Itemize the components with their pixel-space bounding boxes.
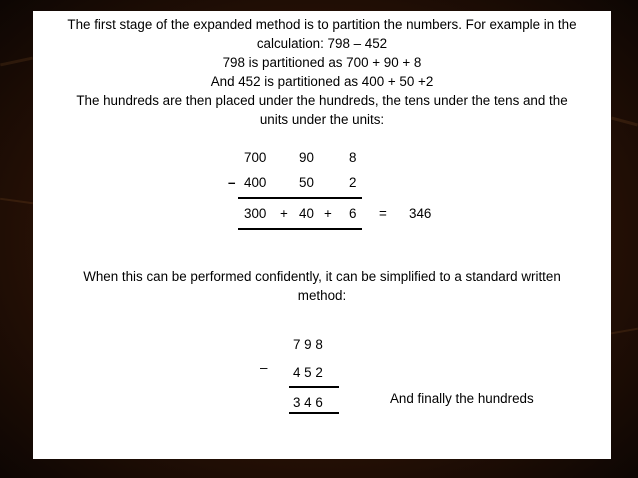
intro-line: calculation: 798 – 452	[256, 36, 388, 51]
background-ray	[611, 328, 638, 335]
expanded-divider-top	[238, 197, 362, 199]
intro-line: And 452 is partitioned as 400 + 50 +2	[210, 74, 434, 89]
expanded-result-units: 6	[349, 206, 357, 221]
expanded-equals-sign: =	[379, 206, 387, 221]
intro-line: The hundreds are then placed under the hundreds, the tens under the tens and the	[76, 93, 568, 108]
standard-top-number: 7 9 8	[293, 337, 323, 352]
slide-content	[33, 11, 611, 459]
expanded-row1-units: 8	[349, 150, 357, 165]
expanded-answer: 346	[409, 206, 432, 221]
standard-result-number: 3 4 6	[293, 395, 323, 410]
background-ray	[611, 117, 638, 127]
expanded-minus-sign: –	[228, 175, 236, 190]
intro-line: 798 is partitioned as 700 + 90 + 8	[222, 55, 422, 70]
background-ray	[0, 57, 33, 67]
standard-bottom-number: 4 5 2	[293, 365, 323, 380]
section2-line: method:	[297, 288, 347, 303]
expanded-result-hundreds: 300	[244, 206, 267, 221]
expanded-result-tens: 40	[299, 206, 314, 221]
intro-line: The first stage of the expanded method is to partition the numbers. For example in the	[67, 17, 577, 32]
expanded-row1-tens: 90	[299, 150, 314, 165]
standard-minus-sign: –	[260, 360, 268, 375]
note-text: And finally the hundreds	[390, 391, 534, 406]
expanded-divider-bottom	[238, 228, 362, 230]
expanded-row1-hundreds: 700	[244, 150, 267, 165]
standard-divider-bottom	[289, 412, 339, 414]
expanded-plus-sign: +	[280, 206, 288, 221]
expanded-row2-hundreds: 400	[244, 175, 267, 190]
section2-text	[33, 267, 611, 305]
intro-text	[33, 15, 611, 129]
intro-line: units under the units:	[259, 112, 385, 127]
expanded-row2-units: 2	[349, 175, 357, 190]
background-ray	[0, 198, 33, 205]
standard-divider-top	[289, 386, 339, 388]
section2-line: When this can be performed confidently, it can be simplified to a standard written	[83, 269, 561, 284]
expanded-plus-sign: +	[324, 206, 332, 221]
expanded-row2-tens: 50	[299, 175, 314, 190]
